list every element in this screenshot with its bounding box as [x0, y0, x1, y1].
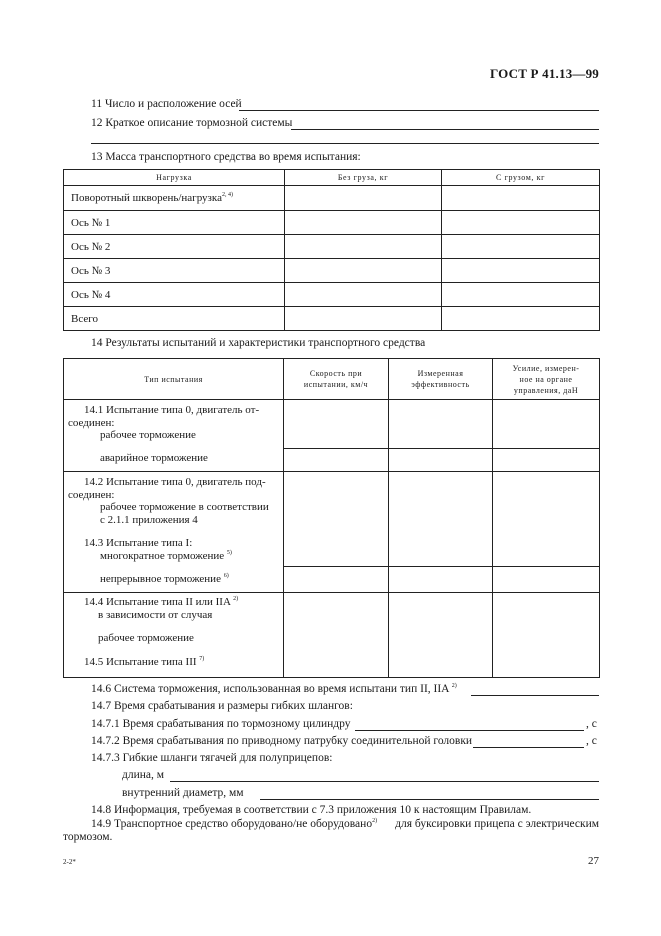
item-14-7-1-fill-line [355, 730, 584, 731]
mass-table [63, 169, 600, 331]
table-row [64, 400, 600, 449]
item-14-7-1-label: 14.7.1 Время срабатывания по тормозному цилиндру [91, 718, 351, 730]
table-cell [442, 186, 600, 211]
table-cell [442, 307, 600, 331]
item-14-7-2-unit: , с [586, 735, 597, 747]
mass-table-header [64, 170, 600, 186]
item-14-7-3-label: 14.7.3 Гибкие шланги тягачей для полуприцепов: [91, 752, 333, 764]
item-14-7-1-unit: , с [586, 718, 597, 730]
item-14-7-2-label: 14.7.2 Время срабатывания по приводному патрубку соединительной головки [91, 735, 473, 747]
table-row [64, 472, 600, 567]
table-cell [284, 593, 389, 678]
table-cell [389, 472, 493, 567]
table-cell [284, 400, 389, 449]
item-14-9-line: 14.9 Транспортное средство оборудовано/не оборудовано$^{2)}$ для буксировки прицепа с электрическим [91, 818, 599, 830]
item-12-fill-line-2 [91, 143, 599, 144]
col-header-no-load: Без груза, кг [285, 170, 442, 186]
page-number: 27 [588, 855, 599, 867]
table-cell [442, 283, 600, 307]
table-cell [389, 400, 493, 449]
diameter-fill-line [260, 799, 599, 800]
length-fill-line [170, 781, 599, 782]
table-row [64, 186, 600, 211]
table-cell [284, 448, 389, 471]
col-header-force: Усилие, измерен- ное на органе управления, даН [493, 359, 600, 400]
table-cell [389, 593, 493, 678]
row-label: Ось № 4 [64, 283, 285, 307]
table-row [64, 593, 600, 678]
table-cell [389, 448, 493, 471]
row-label: Всего [64, 307, 285, 331]
table-cell [285, 186, 442, 211]
table-cell [285, 259, 442, 283]
item-14-7-label: 14.7 Время срабатывания и размеры гибких шлангов: [91, 700, 353, 712]
table-cell [442, 235, 600, 259]
item-11-label: 11 Число и расположение осей [91, 98, 242, 110]
results-table-header [64, 359, 600, 400]
item-12-label: 12 Краткое описание тормозной системы [91, 117, 293, 129]
table-cell [493, 566, 600, 592]
diameter-label: внутренний диаметр, мм [122, 787, 244, 799]
item-14-6-label: 14.6 Система торможения, использованная во время испытани тип II, IIA $^{2)}$ [91, 683, 457, 695]
table-cell [284, 566, 389, 592]
col-header-test-type: Тип испытания [64, 359, 284, 400]
table-row [64, 307, 600, 331]
item-14-label: 14 Результаты испытаний и характеристики транспортного средства [91, 337, 426, 349]
item-14-9-continuation: тормозом. [63, 831, 113, 843]
length-label: длина, м [122, 769, 165, 781]
item-14-8-label: 14.8 Информация, требуемая в соответствии с 7.3 приложения 10 к настоящим Правилам. [91, 804, 532, 816]
item-14-7-2-fill-line [473, 747, 584, 748]
table-row [64, 283, 600, 307]
table-cell [493, 593, 600, 678]
table-cell [493, 400, 600, 449]
results-table [63, 358, 600, 678]
table-row [64, 235, 600, 259]
row-label: Поворотный шкворень/нагрузка$^{2, 4)}$ [64, 186, 285, 211]
col-header-speed: Скорость при испытании, км/ч [284, 359, 389, 400]
item-13-label: 13 Масса транспортного средства во время испытания: [91, 151, 361, 163]
col-header-efficiency: Измеренная эффективность [389, 359, 493, 400]
footer-signature-mark: 2-2* [63, 858, 76, 866]
col-header-load: Нагрузка [64, 170, 285, 186]
table-cell [493, 448, 600, 471]
test-14-2-14-3-description: 14.2 Испытание типа 0, двигатель под- соединен: рабочее торможение в соответствии с 2.1.1 приложения 4 14.3 Испытание типа I: многократное торможение $^{5)}$ непрерывное торможение $^{6)}$ [64, 472, 284, 593]
test-14-4-14-5-description: 14.4 Испытание типа II или IIA $^{2)}$ в зависимости от случая рабочее торможение 14.5 Испытание типа III $^{7)}$ [64, 593, 284, 678]
table-cell [493, 472, 600, 567]
table-cell [442, 259, 600, 283]
table-cell [285, 307, 442, 331]
table-cell [284, 472, 389, 567]
table-cell [389, 566, 493, 592]
col-header-with-load: С грузом, кг [442, 170, 600, 186]
row-label: Ось № 3 [64, 259, 285, 283]
table-row [64, 259, 600, 283]
table-cell [285, 235, 442, 259]
table-row [64, 211, 600, 235]
item-14-6-fill-line [471, 695, 599, 696]
item-12-fill-line [291, 129, 599, 130]
test-14-1-description: 14.1 Испытание типа 0, двигатель от- соединен: рабочее торможение аварийное торможение [64, 400, 284, 472]
table-cell [442, 211, 600, 235]
table-cell [285, 283, 442, 307]
item-11-fill-line [239, 110, 599, 111]
row-label: Ось № 2 [64, 235, 285, 259]
row-label: Ось № 1 [64, 211, 285, 235]
table-cell [285, 211, 442, 235]
document-code: ГОСТ Р 41.13—99 [490, 66, 599, 81]
